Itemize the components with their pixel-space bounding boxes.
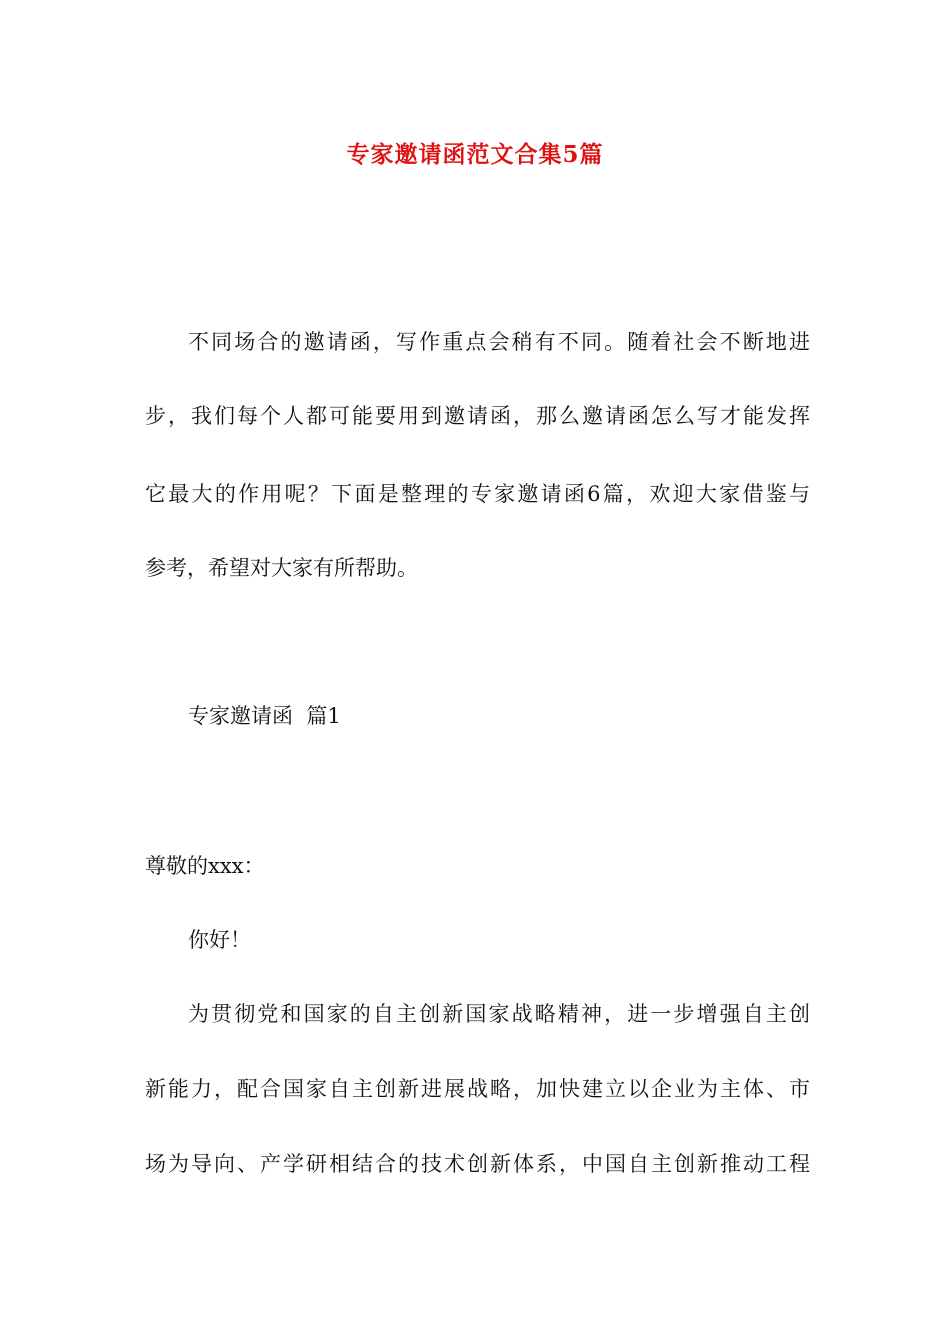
intro-line-1: 不同场合的邀请函，写作重点会稍有不同。随着社会不断地进 [188, 330, 810, 354]
section-heading: 专家邀请函 篇1 [188, 704, 341, 728]
body-line-1: 为贯彻党和国家的自主创新国家战略精神，进一步增强自主创 [188, 1002, 810, 1026]
salutation: 尊敬的xxx： [145, 854, 265, 878]
body-line-3: 场为导向、产学研相结合的技术创新体系，中国自主创新推动工程 [145, 1152, 810, 1176]
body-line-2: 新能力，配合国家自主创新进展战略，加快建立以企业为主体、市 [145, 1077, 810, 1101]
greeting: 你好！ [188, 928, 251, 952]
intro-line-2: 步，我们每个人都可能要用到邀请函，那么邀请函怎么写才能发挥 [145, 404, 810, 428]
intro-line-4: 参考，希望对大家有所帮助。 [145, 556, 418, 580]
document-title: 专家邀请函范文合集5篇 [346, 141, 604, 168]
intro-line-3: 它最大的作用呢？下面是整理的专家邀请函6篇，欢迎大家借鉴与 [145, 482, 810, 506]
